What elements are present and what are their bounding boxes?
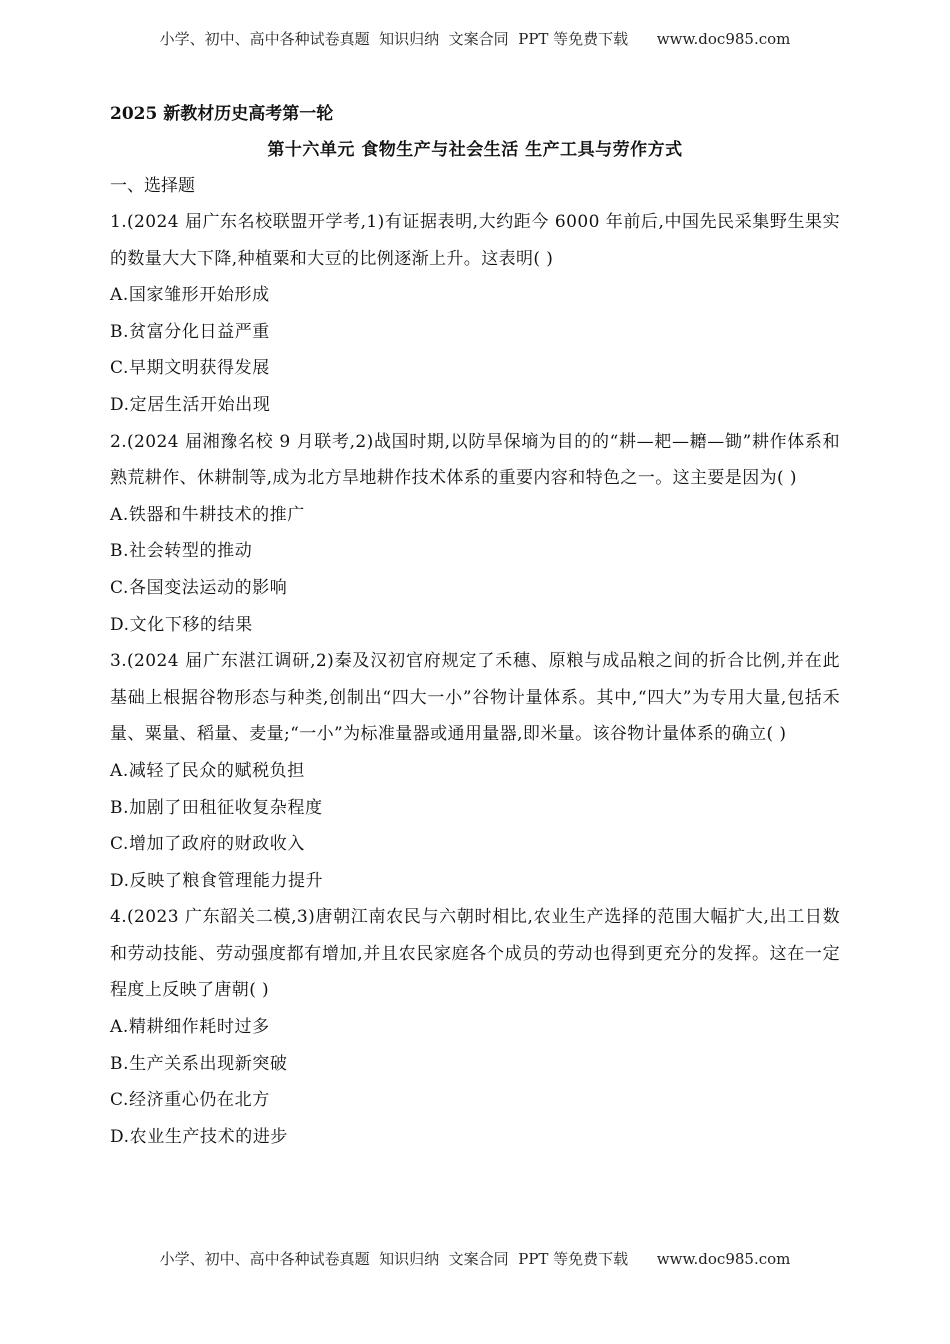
option-b: B.加剧了田租征收复杂程度 [110, 797, 323, 818]
option-b: B.社会转型的推动 [110, 541, 253, 562]
option-b: B.贫富分化日益严重 [110, 321, 270, 342]
question-4 [110, 899, 840, 1155]
option-d: D.农业生产技术的进步 [110, 1126, 289, 1147]
page-header: 小学、初中、高中各种试卷真题 知识归纳 文案合同 PPT 等免费下载 www.doc985.com [159, 30, 791, 48]
series-title: 2025 新教材历史高考第一轮 [110, 104, 334, 124]
option-d: D.反映了粮食管理能力提升 [110, 870, 324, 891]
question-stem: 3.(2024 届广东湛江调研,2)秦及汉初官府规定了禾穗、原粮与成品粮之间的折合比例,并在此基础上根据谷物形态与种类,创制出“四大一小”谷物计量体系。其中,“四大”为专用大量,包括禾量、粟量、稻量、麦量;“一小”为标准量器或通用量器,即米量。该谷物计量体系的确立( ) [110, 651, 840, 745]
option-b: B.生产关系出现新突破 [110, 1053, 288, 1074]
option-c: C.各国变法运动的影响 [110, 577, 288, 598]
option-d: D.定居生活开始出现 [110, 394, 271, 415]
question-3 [110, 643, 840, 899]
option-a: A.精耕细作耗时过多 [110, 1017, 270, 1038]
page-footer: 小学、初中、高中各种试卷真题 知识归纳 文案合同 PPT 等免费下载 www.doc985.com [159, 1250, 791, 1268]
option-c: C.早期文明获得发展 [110, 358, 270, 379]
question-2 [110, 424, 840, 644]
option-a: A.铁器和牛耕技术的推广 [110, 504, 305, 525]
option-d: D.文化下移的结果 [110, 614, 253, 635]
question-1 [110, 204, 840, 424]
option-c: C.经济重心仍在北方 [110, 1090, 270, 1111]
question-stem: 2.(2024 届湘豫名校 9 月联考,2)战国时期,以防旱保墒为目的的“耕—耙—耱—锄”耕作体系和熟荒耕作、休耕制等,成为北方旱地耕作技术体系的重要内容和特色之一。这主要是因为( ) [110, 431, 840, 489]
document-body [110, 96, 840, 1155]
option-c: C.增加了政府的财政收入 [110, 834, 306, 855]
unit-title: 第十六单元 食物生产与社会生活 生产工具与劳作方式 [267, 140, 683, 160]
question-stem: 1.(2024 届广东名校联盟开学考,1)有证据表明,大约距今 6000 年前后,中国先民采集野生果实的数量大大下降,种植粟和大豆的比例逐渐上升。这表明( ) [110, 212, 840, 269]
option-a: A.减轻了民众的赋税负担 [110, 760, 305, 781]
option-a: A.国家雏形开始形成 [110, 285, 270, 306]
question-stem: 4.(2023 广东韶关二模,3)唐朝江南农民与六朝时相比,农业生产选择的范围大幅扩大,出工日数和劳动技能、劳动强度都有增加,并且农民家庭各个成员的劳动也得到更充分的发挥。这在一定程度上反映了唐朝( ) [110, 907, 840, 1001]
section-title: 一、选择题 [110, 176, 195, 196]
